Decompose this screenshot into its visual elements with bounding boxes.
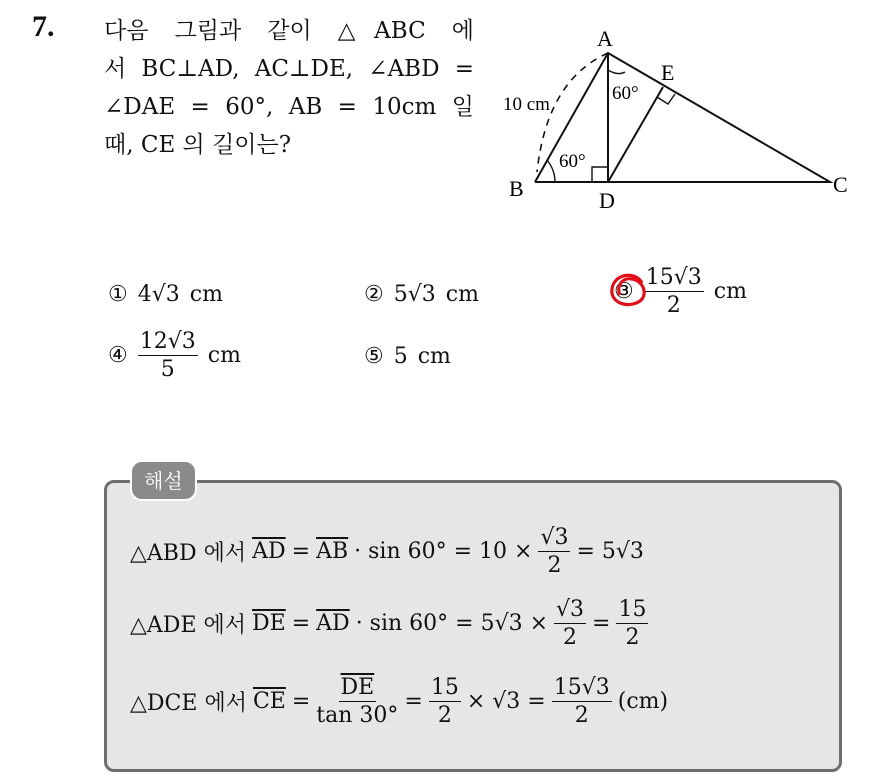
choice-5-value: 5 <box>393 344 408 369</box>
choice-4[interactable] <box>108 330 241 381</box>
right-angle-e <box>657 94 675 104</box>
choice-3-mark: ③ <box>614 279 634 304</box>
label-a: A <box>597 26 613 51</box>
choice-1-value: 4√3 <box>137 282 180 307</box>
question-line-3: ∠DAE = 60°, AB = 10cm 일 <box>104 94 474 120</box>
angle-arc-b <box>547 160 555 182</box>
solution-line-3: △DCE 에서 $\overline{CE}$ = $\frac{\overline{DE}}{\tan 30^\circ}$ = $\frac{15}{2}$ × √3 = $\frac{15√3}{2}$ (cm) <box>130 675 669 729</box>
choice-5[interactable] <box>364 344 451 369</box>
choice-4-fraction: $\frac{12√3}{5}$ <box>139 329 196 383</box>
choice-5-mark: ⑤ <box>364 344 384 369</box>
question-line-1: 다음 그림과 같이 △ABC 에 <box>104 18 474 44</box>
solution-line-1: △ABD 에서 $\overline{AD}$ = $\overline{AB}$ · sin 60° = 10 × $\frac{√3}{2}$ = 5√3 <box>130 525 644 579</box>
label-ab-length: 10 cm <box>503 94 550 115</box>
answer-choices <box>108 262 868 402</box>
choice-3-fraction: $\frac{15√3}{2}$ <box>645 265 702 319</box>
solution-line-2: △ADE 에서 $\overline{DE}$ = $\overline{AD}$ · sin 60° = 5√3 × $\frac{√3}{2}$ = $\frac{15}{2}$ <box>130 597 647 651</box>
choice-4-mark: ④ <box>108 343 128 369</box>
choice-1[interactable] <box>108 282 223 307</box>
label-c: C <box>833 172 848 197</box>
label-d: D <box>599 188 615 213</box>
choice-5-unit: cm <box>417 344 451 369</box>
choice-2-value: 5√3 <box>393 282 436 307</box>
question-line-4: 때, CE 의 길이는? <box>104 132 292 158</box>
triangle-figure <box>495 20 865 220</box>
label-b: B <box>509 176 524 201</box>
choice-2-mark: ② <box>364 282 384 307</box>
choice-2-unit: cm <box>445 282 479 307</box>
choice-2[interactable] <box>364 282 479 307</box>
question-line-2: 서 BC⊥AD, AC⊥DE, ∠ABD = <box>104 56 474 82</box>
choice-3-unit: cm <box>713 279 747 305</box>
choice-1-mark: ① <box>108 282 128 307</box>
question-text <box>104 12 474 164</box>
question-number: 7. <box>32 10 55 43</box>
label-e: E <box>661 60 675 85</box>
selected-circle-icon <box>604 267 652 315</box>
angle-arc-a <box>608 70 625 74</box>
label-angle-a: 60° <box>612 83 639 104</box>
label-angle-b: 60° <box>559 151 586 172</box>
choice-1-unit: cm <box>189 282 223 307</box>
solution-tag: 해설 <box>130 460 197 501</box>
choice-3[interactable] <box>614 266 747 317</box>
right-angle-d <box>592 167 608 182</box>
choice-4-unit: cm <box>207 343 241 369</box>
